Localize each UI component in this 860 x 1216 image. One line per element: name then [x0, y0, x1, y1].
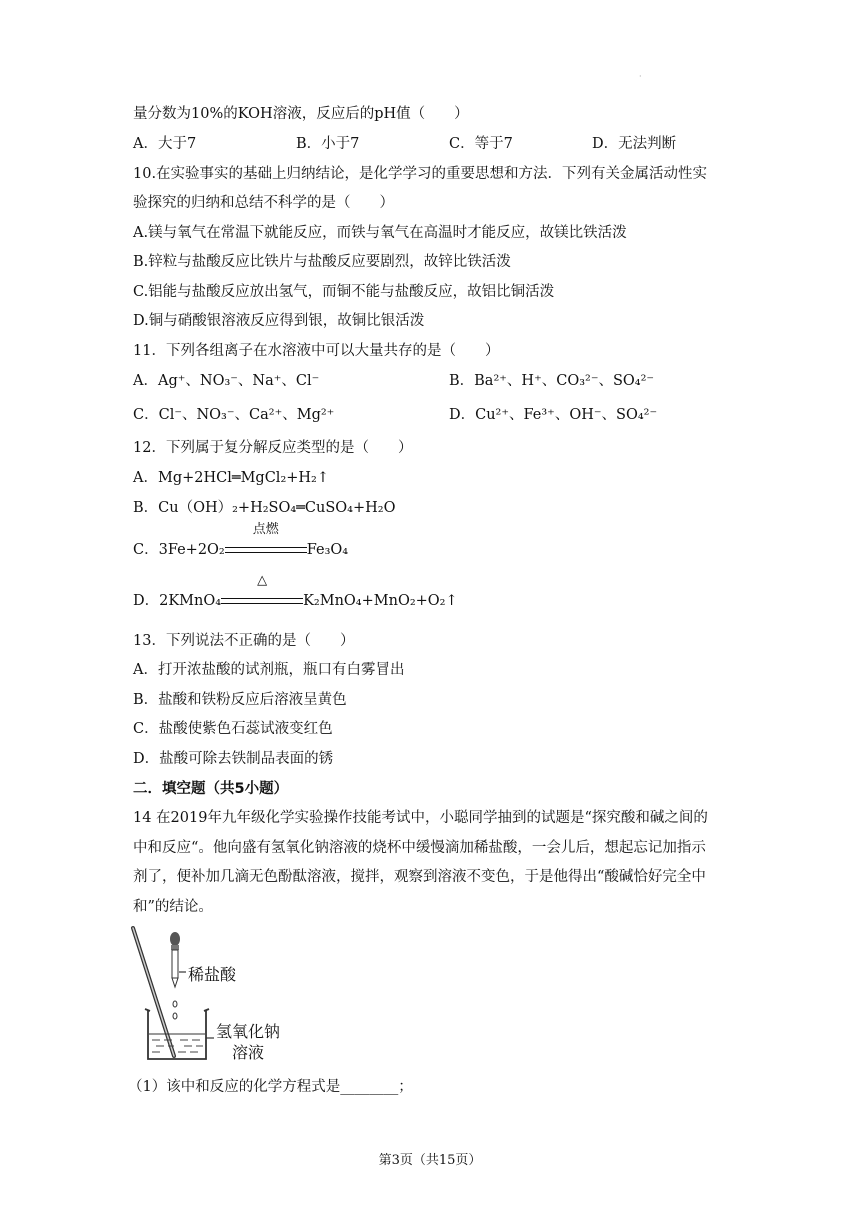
q12-option-c-condition: 点燃: [252, 522, 279, 537]
q10-stem-line1: 10.在实验事实的基础上归纳结论，是化学学习的重要思想和方法．下列有关金属活动性实: [133, 166, 708, 182]
corner-dot: ·: [639, 72, 642, 81]
q12-option-a: A．Mg+2HCl═MgCl₂+H₂↑: [133, 470, 330, 486]
q9-option-a: A．大于7: [133, 136, 197, 152]
q10-stem-line2: 验探究的归纳和总结不科学的是（ ）: [133, 195, 394, 211]
figure-label-base: 氢氧化钠: [216, 1022, 281, 1041]
q12-option-c-product: Fe₃O₄: [306, 542, 349, 558]
q12-option-b: B．Cu（OH）₂+H₂SO₄═CuSO₄+H₂O: [133, 500, 396, 516]
double-line: [225, 547, 307, 553]
q13-option-a: A．打开浓盐酸的试剂瓶，瓶口有白雾冒出: [133, 662, 405, 678]
page-footer: 第3页（共15页）: [378, 1153, 482, 1168]
q10-option-d: D.铜与硝酸银溶液反应得到银，故铜比银活泼: [133, 313, 425, 329]
q11-stem: 11．下列各组离子在水溶液中可以大量共存的是（ ）: [133, 343, 500, 359]
q14-sub1: （1）该中和反应的化学方程式是________；: [128, 1079, 413, 1095]
q11-option-a: A．Ag⁺、NO₃⁻、Na⁺、Cl⁻: [133, 373, 320, 389]
q13-stem: 13．下列说法不正确的是（ ）: [133, 633, 355, 649]
q11-option-d: D．Cu²⁺、Fe³⁺、OH⁻、SO₄²⁻: [449, 407, 658, 423]
q11-option-b: B．Ba²⁺、H⁺、CO₃²⁻、SO₄²⁻: [449, 373, 655, 389]
q12-option-c-reactants: C．3Fe+2O₂: [133, 542, 225, 558]
q9-option-c: C．等于7: [449, 136, 513, 152]
q9-stem: 量分数为10%的KOH溶液，反应后的pH值（ ）: [133, 106, 469, 122]
q12-option-c: [133, 522, 349, 560]
q14-line1: 14 在2019年九年级化学实验操作技能考试中，小聪同学抽到的试题是“探究酸和碱之间的: [133, 810, 708, 826]
q10-option-c: C.铝能与盐酸反应放出氢气，而铜不能与盐酸反应，故铝比铜活泼: [133, 284, 555, 300]
q12-option-d: [133, 573, 458, 611]
q12-option-d-condition: △: [257, 573, 268, 588]
q13-option-d: D．盐酸可除去铁制品表面的锈: [133, 751, 334, 767]
condition-arrow: [221, 573, 303, 611]
figure-label-acid: 稀盐酸: [188, 965, 237, 984]
q12-option-d-reactants: D．2KMnO₄: [133, 593, 222, 609]
condition-arrow: [225, 522, 307, 560]
q13-option-c: C．盐酸使紫色石蕊试液变红色: [133, 721, 333, 737]
q12-option-d-products: K₂MnO₄+MnO₂+O₂↑: [303, 593, 458, 609]
q14-line3: 剂了，便补加几滴无色酚酞溶液，搅拌，观察到溶液不变色，于是他得出“酸碱恰好完全中: [133, 869, 706, 885]
q10-option-b: B.锌粒与盐酸反应比铁片与盐酸反应要剧烈，故锌比铁活泼: [133, 254, 511, 270]
q9-options: [133, 134, 733, 154]
figure-label-solution: 溶液: [232, 1043, 265, 1062]
q10-option-a: A.镁与氧气在常温下就能反应，而铁与氧气在高温时才能反应，故镁比铁活泼: [133, 225, 627, 241]
section-heading: 二．填空题（共5小题）: [133, 781, 289, 797]
q14-line2: 中和反应“。他向盛有氢氧化钠溶液的烧杯中缓慢滴加稀盐酸，一会儿后，想起忘记加指示: [133, 840, 706, 856]
q14-line4: 和”的结论。: [133, 899, 213, 915]
q9-option-b: B．小于7: [296, 136, 360, 152]
q9-option-d: D．无法判断: [592, 136, 677, 152]
q11-option-c: C．Cl⁻、NO₃⁻、Ca²⁺、Mg²⁺: [133, 407, 335, 423]
experiment-figure: [128, 925, 288, 1065]
q13-option-b: B．盐酸和铁粉反应后溶液呈黄色: [133, 692, 347, 708]
q12-stem: 12．下列属于复分解反应类型的是（ ）: [133, 440, 413, 456]
double-line: [221, 598, 303, 604]
